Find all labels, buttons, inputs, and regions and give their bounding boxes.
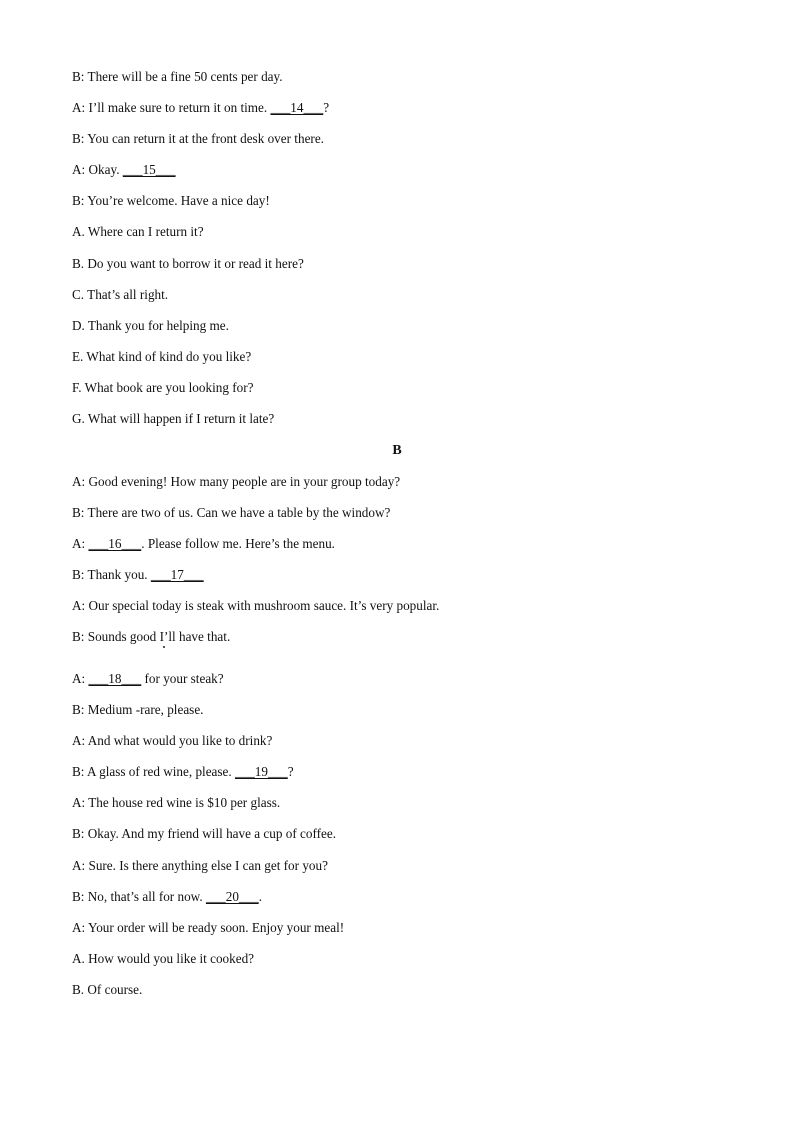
answer-blank-20: ___20___ xyxy=(205,889,259,904)
dialogue-line: A: Your order will be ready soon. Enjoy your meal! xyxy=(72,920,345,935)
option-item: F. What book are you looking for? xyxy=(72,380,254,395)
dialogue-line: B: There will be a fine 50 cents per day. xyxy=(72,69,283,84)
answer-blank-15: ___15___ xyxy=(122,162,176,177)
dialogue-text: . xyxy=(258,889,262,904)
dialogue-line: B: There are two of us. Can we have a table by the window? xyxy=(72,505,391,520)
dialogue-line: A: Our special today is steak with mushroom sauce. It’s very popular. xyxy=(72,598,440,613)
dialogue-text: . Please follow me. Here’s the menu. xyxy=(141,536,335,551)
dialogue-line: B: You’re welcome. Have a nice day! xyxy=(72,193,270,208)
dialogue-line-with-blank-19 xyxy=(72,764,294,780)
answer-blank-19: ___19___ xyxy=(234,764,288,779)
option-item: G. What will happen if I return it late? xyxy=(72,411,275,426)
dialogue-line-with-blank-15 xyxy=(72,162,176,178)
option-item: A. Where can I return it? xyxy=(72,224,204,239)
dialogue-text: ? xyxy=(287,764,294,779)
dialogue-text: ? xyxy=(323,100,330,115)
dialogue-text: A: I’ll make sure to return it on time. xyxy=(72,100,271,115)
dialogue-line: A: Good evening! How many people are in your group today? xyxy=(72,474,401,489)
option-item: B. Do you want to borrow it or read it here? xyxy=(72,256,304,271)
option-item: B. Of course. xyxy=(72,982,143,997)
dialogue-line-with-blank-20 xyxy=(72,889,262,905)
dialogue-text: B: Thank you. xyxy=(72,567,151,582)
dialogue-text: for your steak? xyxy=(141,671,224,686)
dialogue-text: A: Okay. xyxy=(72,162,123,177)
dialogue-line-with-blank-17 xyxy=(72,567,204,583)
option-item: E. What kind of kind do you like? xyxy=(72,349,252,364)
dialogue-line-with-blank-16 xyxy=(72,536,335,552)
dialogue-line: B: Okay. And my friend will have a cup of coffee. xyxy=(72,826,337,841)
answer-blank-17: ___17___ xyxy=(150,567,204,582)
section-heading-b: B xyxy=(392,443,402,458)
option-item: D. Thank you for helping me. xyxy=(72,318,229,333)
dialogue-line: A: And what would you like to drink? xyxy=(72,733,273,748)
dialogue-line-with-blank-18 xyxy=(72,671,224,687)
dialogue-text: A: xyxy=(72,671,89,686)
option-item: A. How would you like it cooked? xyxy=(72,951,255,966)
dialogue-line: B: Medium -rare, please. xyxy=(72,702,204,717)
answer-blank-14: ___14___ xyxy=(270,100,324,115)
dialogue-text: B: No, that’s all for now. xyxy=(72,889,206,904)
answer-blank-18: ___18___ xyxy=(88,671,142,686)
dialogue-line: A: The house red wine is $10 per glass. xyxy=(72,795,281,810)
dialogue-line: A: Sure. Is there anything else I can get for you? xyxy=(72,858,328,873)
dialogue-line: B: You can return it at the front desk over there. xyxy=(72,131,324,146)
dialogue-text: A: xyxy=(72,536,89,551)
dialogue-line-with-blank-14 xyxy=(72,100,329,116)
dialogue-text: B: A glass of red wine, please. xyxy=(72,764,235,779)
dialogue-line: B: Sounds good I’ll have that. xyxy=(72,629,231,644)
option-item: C. That’s all right. xyxy=(72,287,169,302)
stray-punctuation-mark xyxy=(163,646,165,648)
answer-blank-16: ___16___ xyxy=(88,536,142,551)
